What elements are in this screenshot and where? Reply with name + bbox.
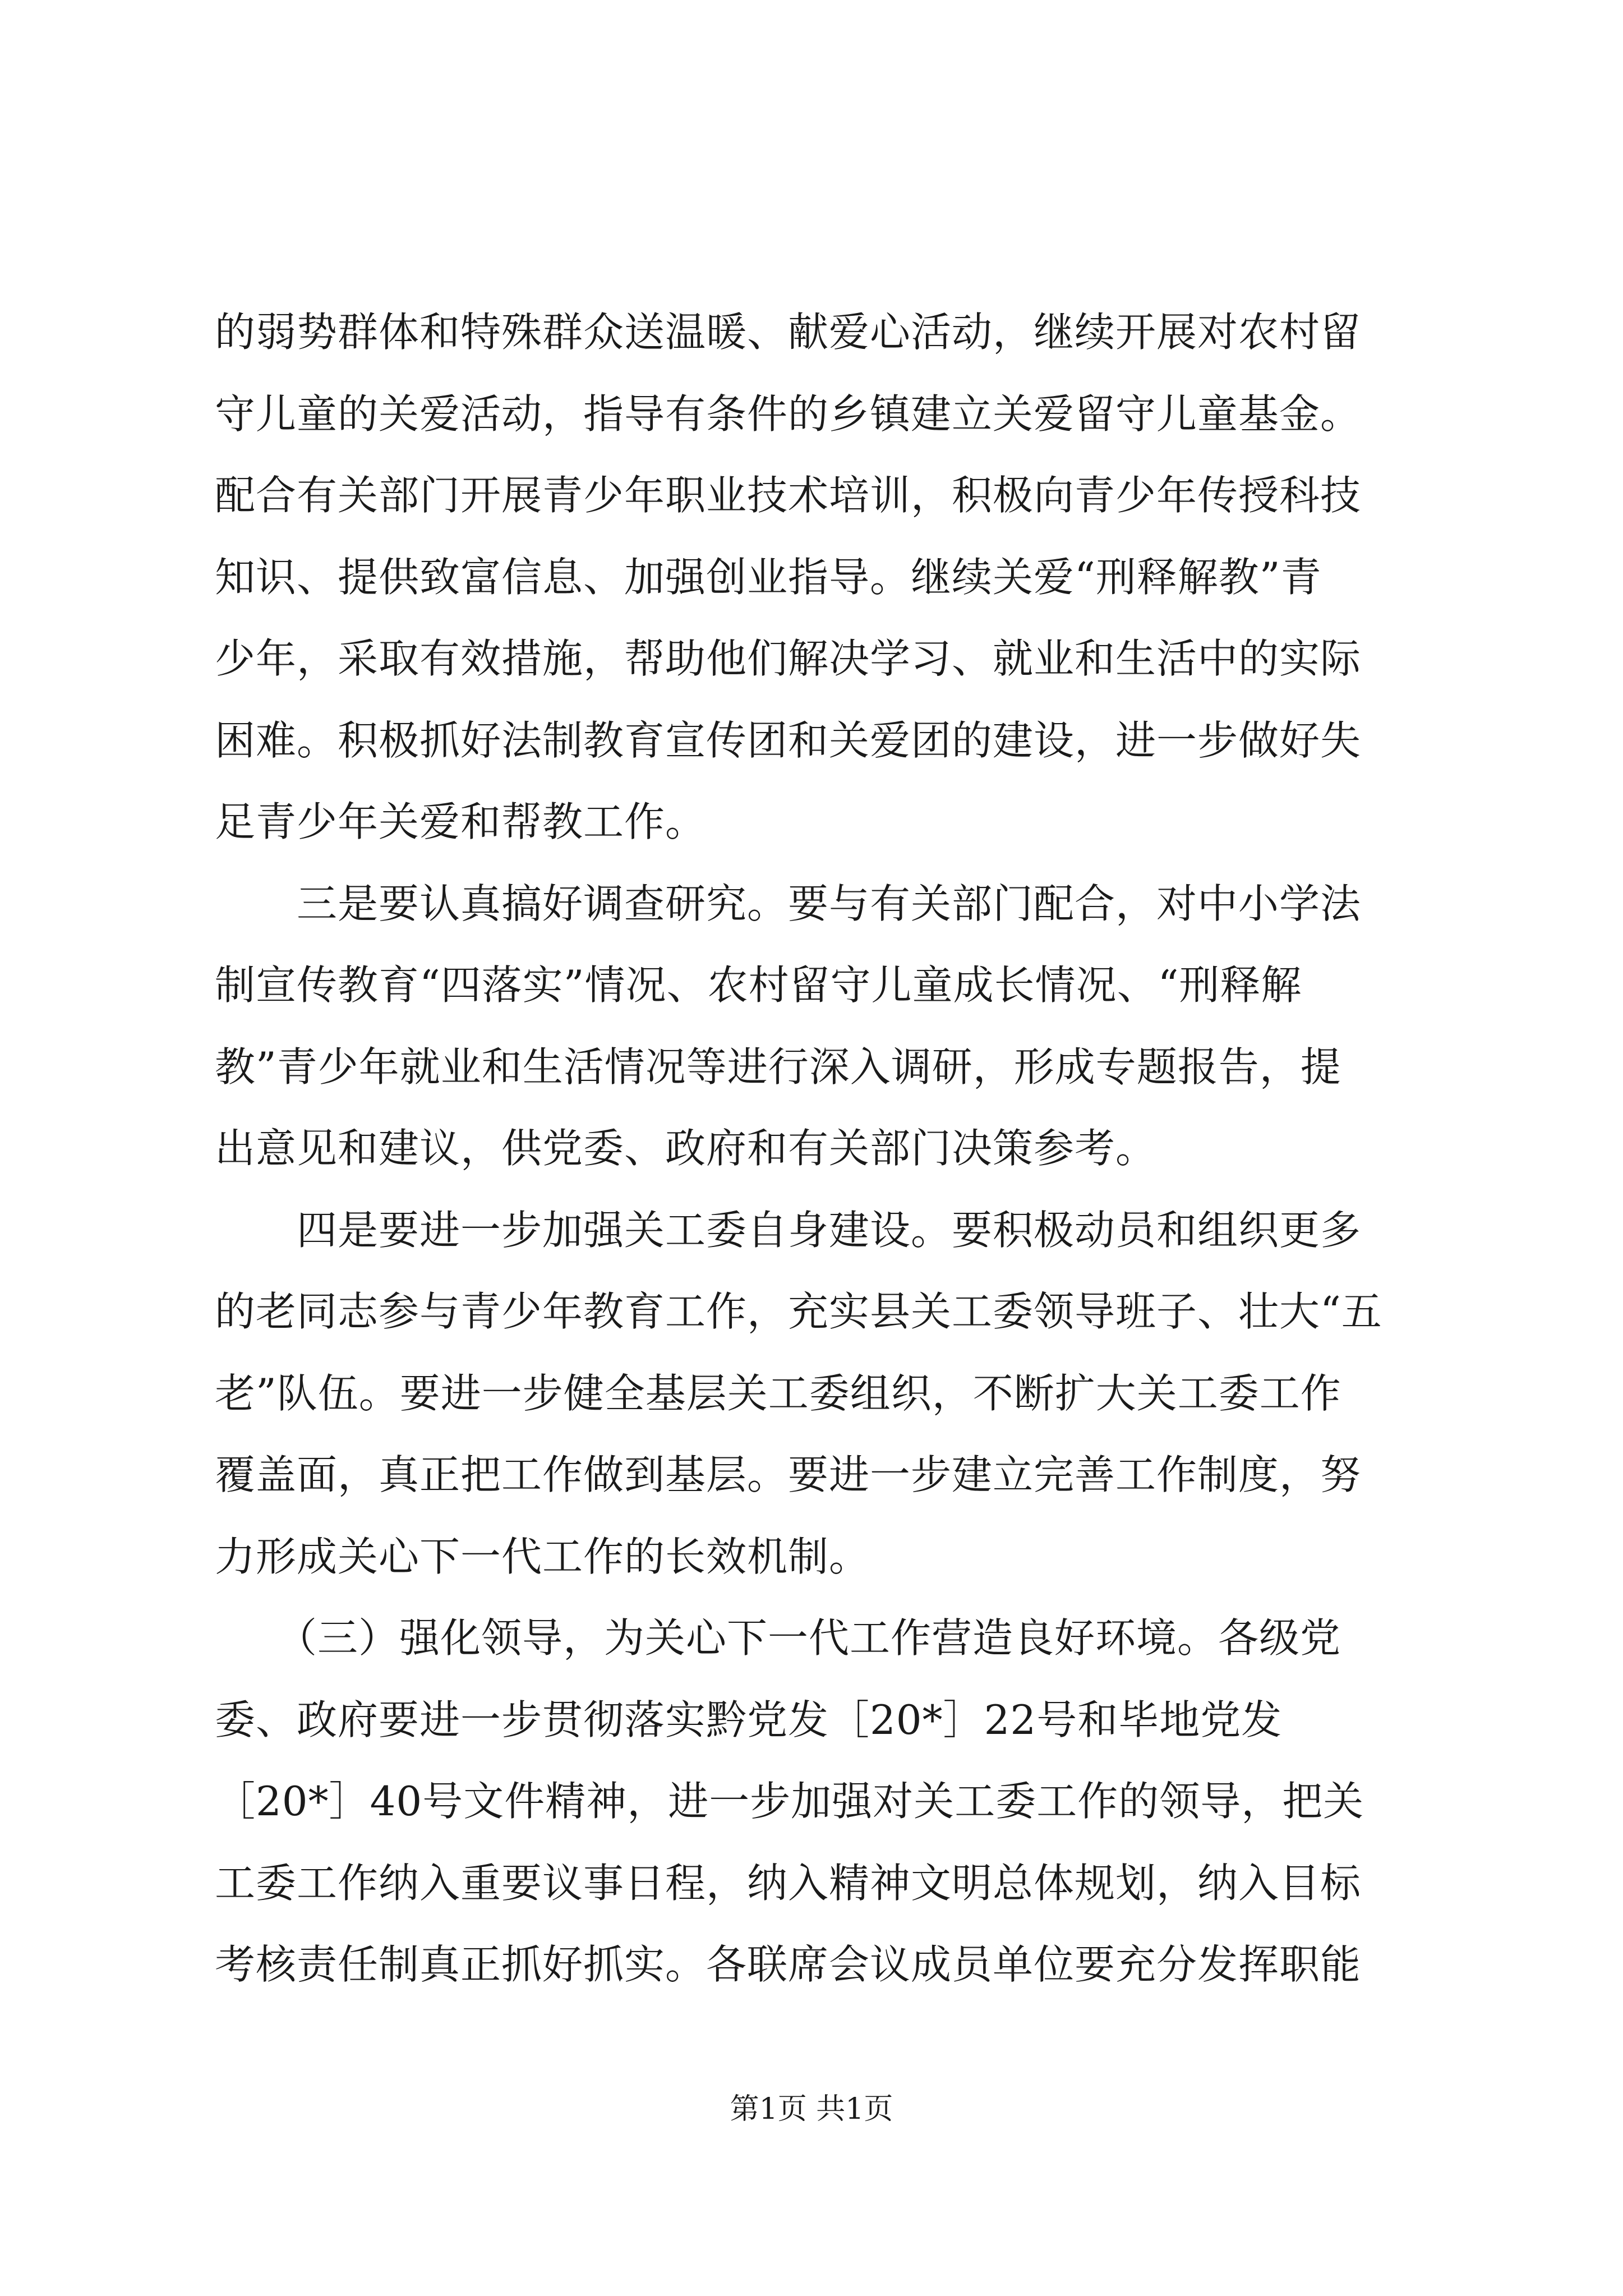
text-line: 制宣传教育“四落实”情况、农村留守儿童成长情况、“刑释解	[215, 961, 1302, 1009]
text-line: 出意见和建议，供党委、政府和有关部门决策参考。	[215, 1125, 1157, 1172]
text-line: 四是要进一步加强关工委自身建设。要积极动员和组织更多	[215, 1206, 1362, 1254]
text-line: 覆盖面，真正把工作做到基层。要进一步建立完善工作制度，努	[215, 1451, 1362, 1498]
text-line: 知识、提供致富信息、加强创业指导。继续关爱“刑释解教”青	[215, 553, 1322, 601]
text-line: 的老同志参与青少年教育工作，充实县关工委领导班子、壮大“五	[215, 1288, 1382, 1335]
text-line: 工委工作纳入重要议事日程，纳入精神文明总体规划，纳入目标	[215, 1859, 1362, 1907]
text-line: 考核责任制真正抓好抓实。各联席会议成员单位要充分发挥职能	[215, 1941, 1362, 1988]
text-line: ［20*］40号文件精神，进一步加强对关工委工作的领导，把关	[215, 1778, 1364, 1825]
text-line: 守儿童的关爱活动，指导有条件的乡镇建立关爱留守儿童基金。	[215, 390, 1362, 438]
text-line: 力形成关心下一代工作的长效机制。	[215, 1533, 870, 1580]
text-line: 少年，采取有效措施，帮助他们解决学习、就业和生活中的实际	[215, 635, 1362, 682]
text-line: （三）强化领导，为关心下一代工作营造良好环境。各级党	[215, 1614, 1341, 1662]
text-line: 委、政府要进一步贯彻落实黔党发［20*］22号和毕地党发	[215, 1696, 1283, 1743]
text-line: 的弱势群体和特殊群众送温暖、献爱心活动，继续开展对农村留	[215, 309, 1362, 356]
text-line: 三是要认真搞好调查研究。要与有关部门配合，对中小学法	[215, 880, 1362, 927]
text-line: 教”青少年就业和生活情况等进行深入调研，形成专题报告，提	[215, 1043, 1341, 1091]
text-line: 配合有关部门开展青少年职业技术培训，积极向青少年传授科技	[215, 472, 1362, 519]
text-line: 足青少年关爱和帮教工作。	[215, 798, 707, 845]
text-line: 困难。积极抓好法制教育宣传团和关爱团的建设，进一步做好失	[215, 716, 1362, 764]
page-footer: 第1页 共1页	[730, 2092, 893, 2126]
body-text	[215, 292, 1426, 2006]
text-line: 老”队伍。要进一步健全基层关工委组织，不断扩大关工委工作	[215, 1369, 1341, 1417]
